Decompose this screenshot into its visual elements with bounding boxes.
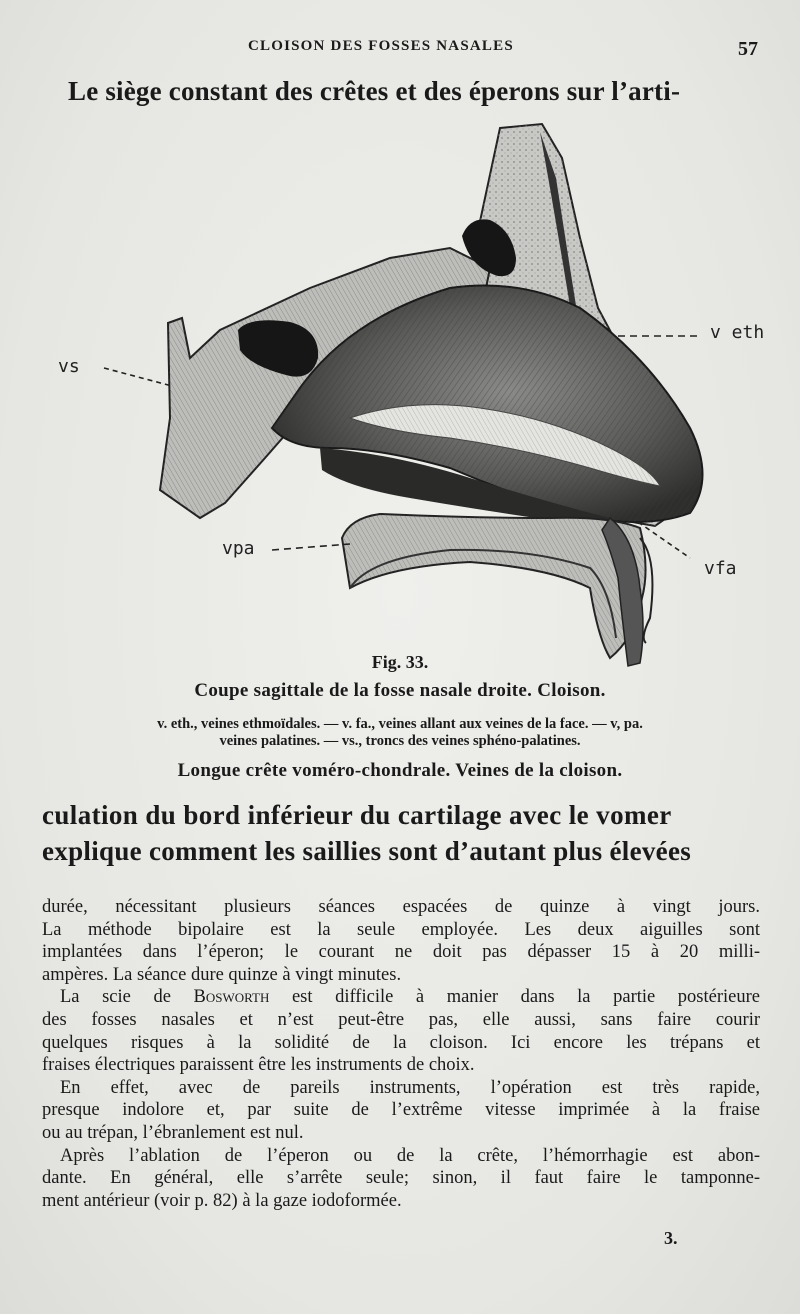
body-line: dante. En général, elle s’arrête seule; sinon, il faut faire le tamponne- <box>42 1168 760 1189</box>
label-vs: vs <box>58 356 80 377</box>
body-line: ou au trépan, l’ébranlement est nul. <box>42 1122 304 1143</box>
figure-nasal-septum <box>50 118 770 678</box>
label-veth: v eth <box>710 322 765 343</box>
label-vfa: vfa <box>704 558 737 579</box>
body-line: fraises électriques paraissent être les instruments de choix. <box>42 1055 475 1076</box>
figure-number: Fig. 33. <box>371 652 429 672</box>
body-line <box>42 986 760 1009</box>
body-segment: est difficile à manier dans la partie postérieure <box>291 987 760 1008</box>
running-title: CLOISON DES FOSSES NASALES <box>248 38 514 54</box>
body-segment: La scie de <box>60 987 171 1008</box>
running-head <box>0 38 800 60</box>
body-line: En effet, avec de pareils instruments, l’opération est très rapide, <box>60 1077 760 1098</box>
figure-legend-line-1: v. eth., veines ethmoïdales. — v. fa., veines allant aux veines de la face. — v, pa. <box>157 716 643 732</box>
leader-line-vfa <box>638 522 690 558</box>
page-number: 57 <box>738 38 758 60</box>
text-line-mid-1: culation du bord inférieur du cartilage avec le vomer <box>42 800 672 830</box>
body-line: durée, nécessitant plusieurs séances espacées de quinze à vingt jours. <box>42 897 760 917</box>
body-line: ment antérieur (voir p. 82) à la gaze iodoformée. <box>42 1190 402 1211</box>
body-line: Après l’ablation de l’éperon ou de la crête, l’hémorrhagie est abon- <box>60 1145 760 1166</box>
figure-title: Coupe sagittale de la fosse nasale droite. Cloison. <box>194 680 606 701</box>
body-line: quelques risques à la solidité de la cloison. Ici encore les trépans et <box>42 1032 760 1053</box>
figure-legend-line-2: veines palatines. — vs., troncs des veines sphéno-palatines. <box>219 733 581 749</box>
text-line-top: Le siège constant des crêtes et des éperons sur l’arti- <box>68 76 681 106</box>
septum-illustration <box>50 118 770 678</box>
leader-line-vs <box>104 368 172 386</box>
leader-line-vpa <box>272 544 350 550</box>
body-line: presque indolore et, par suite de l’extrême vitesse imprimée à la fraise <box>42 1100 760 1121</box>
author-name: Bosworth <box>193 987 270 1008</box>
body-line: des fosses nasales et n’est peut-être pas, elle aussi, sans faire courir <box>42 1009 760 1030</box>
figure-subtitle: Longue crête voméro-chondrale. Veines de la cloison. <box>177 760 623 781</box>
body-text <box>42 896 760 1212</box>
body-line: implantées dans l’éperon; le courant ne doit pas dépasser 15 à 20 milli- <box>42 942 760 963</box>
signature-mark: 3. <box>664 1228 678 1248</box>
body-line: La méthode bipolaire est la seule employée. Les deux aiguilles sont <box>42 919 760 940</box>
text-line-mid-2: explique comment les saillies sont d’autant plus élevées <box>42 836 692 866</box>
body-line: ampères. La séance dure quinze à vingt minutes. <box>42 964 402 985</box>
label-vpa: vpa <box>222 538 255 559</box>
